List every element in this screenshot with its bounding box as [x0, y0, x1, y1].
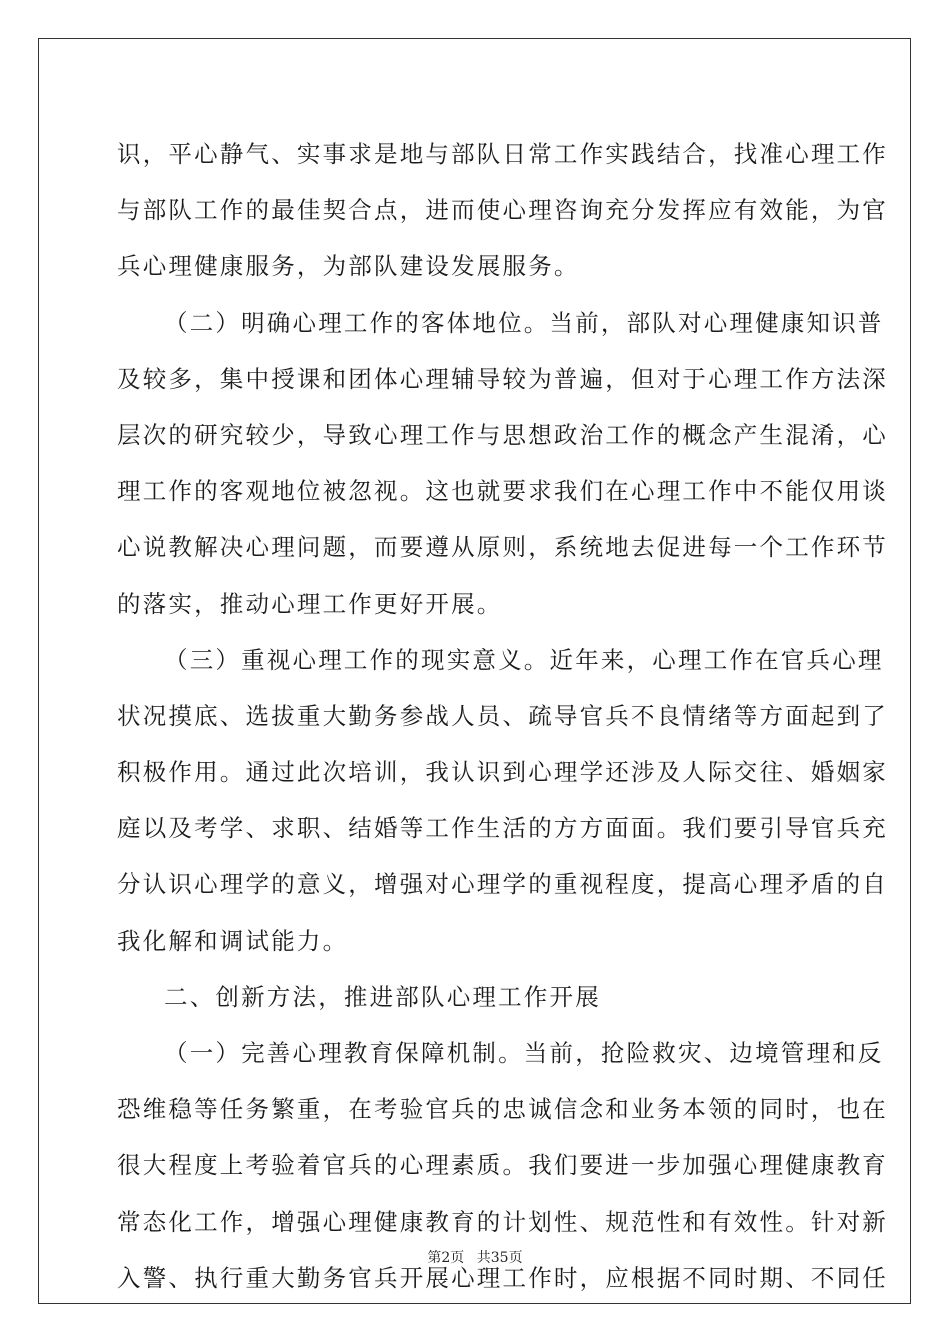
paragraph-line: 的落实，推动心理工作更好开展。	[117, 589, 503, 618]
paragraph-line: （三）重视心理工作的现实意义。近年来，心理工作在官兵心理	[164, 645, 884, 674]
page-number: 第2页	[427, 1250, 465, 1266]
total-pages: 共35页	[476, 1250, 523, 1266]
paragraph-line: 二、创新方法，推进部队心理工作开展	[164, 982, 601, 1011]
paragraph-line: 状况摸底、选拔重大勤务参战人员、疏导官兵不良情绪等方面起到了	[117, 701, 888, 730]
paragraph-line: 识，平心静气、实事求是地与部队日常工作实践结合，找准心理工作	[117, 140, 888, 168]
paragraph-line: 很大程度上考验着官兵的心理素质。我们要进一步加强心理健康教育	[117, 1151, 888, 1180]
paragraph-line: 庭以及考学、求职、结婚等工作生活的方方面面。我们要引导官兵充	[117, 814, 888, 843]
paragraph-line: 理工作的客观地位被忽视。这也就要求我们在心理工作中不能仅用谈	[117, 477, 888, 506]
paragraph-line: 入警、执行重大勤务官兵开展心理工作时，应根据不同时期、不同任	[117, 1263, 888, 1292]
paragraph-line: 心说教解决心理问题，而要遵从原则，系统地去促进每一个工作环节	[117, 533, 888, 562]
paragraph-line: （一）完善心理教育保障机制。当前，抢险救灾、边境管理和反	[164, 1039, 884, 1067]
document-body	[117, 126, 888, 1306]
paragraph-line: （二）明确心理工作的客体地位。当前，部队对心理健康知识普	[164, 308, 884, 337]
paragraph-line: 恐维稳等任务繁重，在考验官兵的忠诚信念和业务本领的同时，也在	[117, 1095, 888, 1124]
paragraph-line: 积极作用。通过此次培训，我认识到心理学还涉及人际交往、婚姻家	[117, 758, 888, 787]
paragraph-line: 常态化工作，增强心理健康教育的计划性、规范性和有效性。针对新	[117, 1207, 888, 1236]
paragraph-line: 我化解和调试能力。	[117, 926, 349, 955]
paragraph-line: 兵心理健康服务，为部队建设发展服务。	[117, 252, 580, 281]
page-footer	[0, 1247, 950, 1267]
paragraph-line: 及较多，集中授课和团体心理辅导较为普遍，但对于心理工作方法深	[117, 364, 888, 393]
paragraph-line: 与部队工作的最佳契合点，进而使心理咨询充分发挥应有效能，为官	[117, 196, 888, 225]
paragraph-line: 层次的研究较少，导致心理工作与思想政治工作的概念产生混淆，心	[117, 420, 888, 449]
paragraph-line: 分认识心理学的意义，增强对心理学的重视程度，提高心理矛盾的自	[117, 870, 888, 899]
